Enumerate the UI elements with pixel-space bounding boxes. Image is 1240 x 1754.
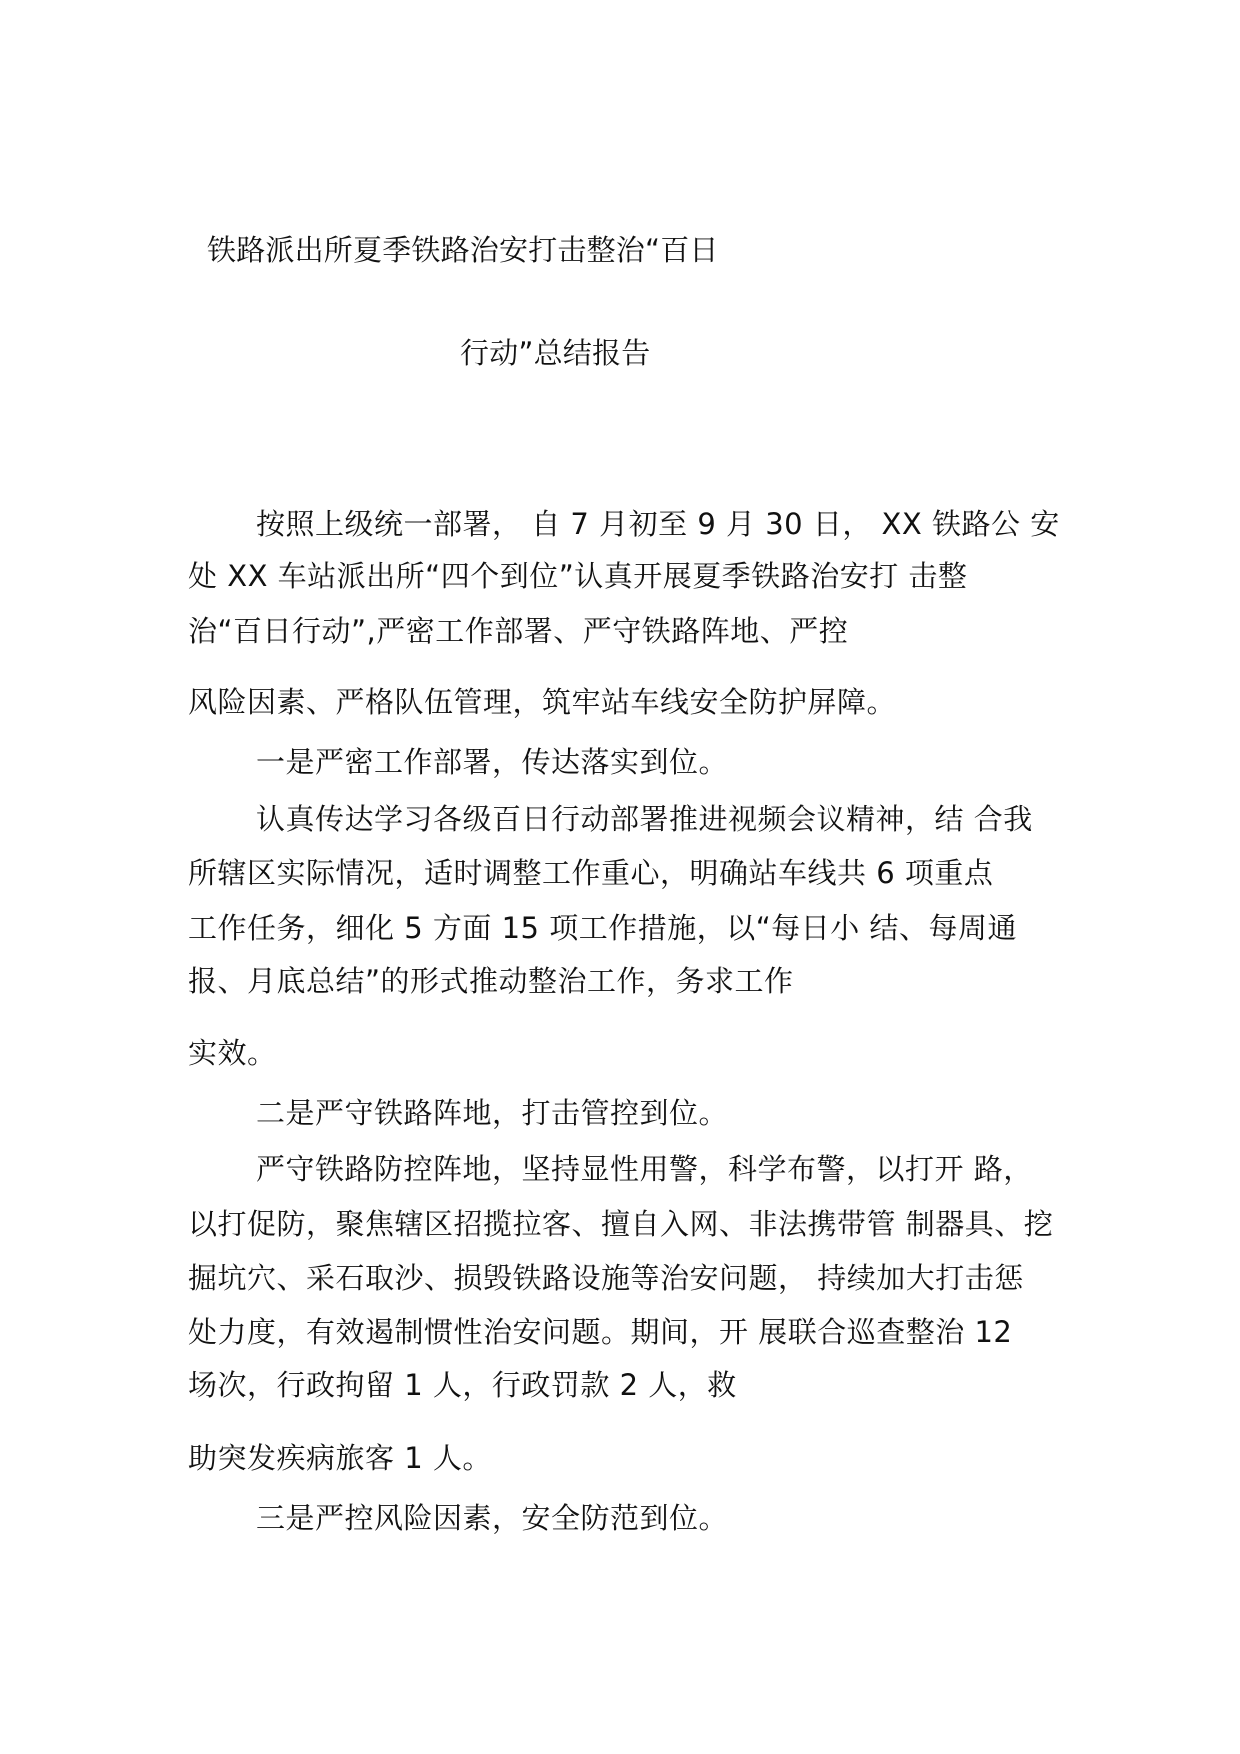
document-title-line-2: 行动”总结报告	[460, 336, 651, 370]
body-line: 治“百日行动”,严密工作部署、严守铁路阵地、严控	[188, 614, 849, 648]
body-line: 处力度，有效遏制惯性治安问题。期间，开 展联合巡查整治 12	[188, 1315, 1013, 1349]
body-line: 严守铁路防控阵地，坚持显性用警，科学布警，以打开 路，	[256, 1152, 1033, 1186]
body-line: 按照上级统一部署， 自 7 月初至 9 月 30 日， XX 铁路公 安	[256, 507, 1060, 541]
section-heading: 一是严密工作部署，传达落实到位。	[256, 745, 729, 779]
body-line: 风险因素、严格队伍管理，筑牢站车线安全防护屏障。	[188, 685, 897, 719]
body-line: 场次，行政拘留 1 人，行政罚款 2 人，救	[188, 1368, 737, 1402]
body-line: 认真传达学习各级百日行动部署推进视频会议精神，结 合我	[256, 802, 1033, 836]
body-line: 助突发疾病旅客 1 人。	[188, 1441, 492, 1475]
body-line: 以打促防，聚焦辖区招揽拉客、擅自入网、非法携带管 制器具、挖	[188, 1207, 1054, 1241]
body-line: 报、月底总结”的形式推动整治工作，务求工作	[188, 964, 794, 998]
body-line: 掘坑穴、采石取沙、损毁铁路设施等治安问题， 持续加大打击惩	[188, 1261, 1024, 1295]
body-line: 工作任务，细化 5 方面 15 项工作措施，以“每日小 结、每周通	[188, 911, 1017, 945]
body-line: 实效。	[188, 1036, 277, 1070]
document-title-line-1: 铁路派出所夏季铁路治安打击整治“百日	[207, 233, 719, 267]
body-line: 处 XX 车站派出所“四个到位”认真开展夏季铁路治安打 击整	[188, 559, 968, 593]
section-heading: 二是严守铁路阵地，打击管控到位。	[256, 1096, 729, 1130]
section-heading: 三是严控风险因素，安全防范到位。	[256, 1501, 729, 1535]
body-line: 所辖区实际情况，适时调整工作重心，明确站车线共 6 项重点	[188, 856, 994, 890]
